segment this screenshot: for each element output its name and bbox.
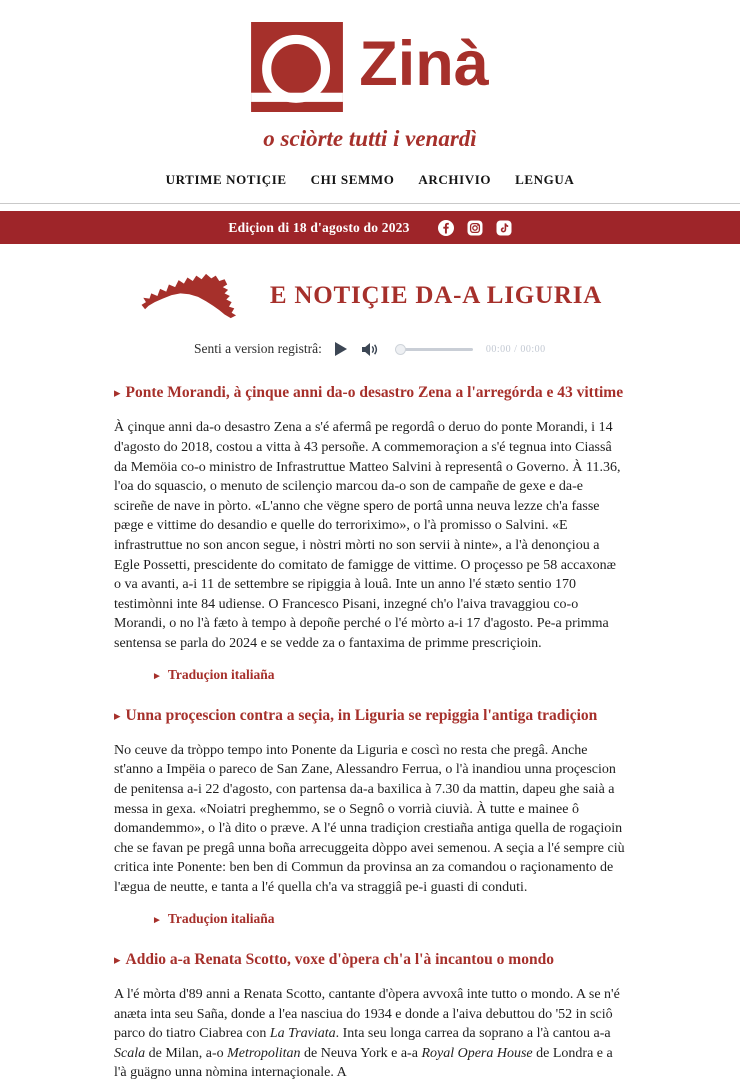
volume-button[interactable] [356,343,378,356]
translation-link-text: Traduçion italiaña [167,910,275,926]
audio-progress-slider[interactable] [395,343,473,355]
audio-player-label: Senti a version registrâ: [194,341,322,356]
tiktok-icon[interactable] [496,220,512,236]
play-icon [335,342,347,356]
facebook-icon[interactable] [438,220,454,236]
headline-text: Addio a-a Renata Scotto, voxe d'òpera ch'a l'à incantou o mondo [125,950,554,968]
article-body: No ceuve da tròppo tempo into Ponente da Liguria e coscì no resta che pregâ. Anche st'anno a Impëia o pareco de San Zane, Alessandro Ferrua, o l'à inandiou unna proçescion de penitensa a-i 22 d'agosto, con partensa da-a baxilica à 7.30 da mattin, dapeu ghe saià a messa in gexa. «Noiatri preghemmo, se o Segnô o vorrià ciuvià. À tutte e mainee ô domandemmo», o l'à dito o præve. A l'é unna tradiçion crestiaña antiga quella de rogaçioin che se favan pe pregâ unna boña arrecuggeita dòppo avei semenou. A seçia a l'é sempre ciù critica inte Ponente: ben ben di Commun da provinsa an za comandou o raçionamento de l'ægua de neutte, e tanta a l'é quella ch'a va straggiâ pe-i guasti di conduti. [114,742,625,896]
section-header [114,268,626,324]
tagline: o sciòrte tutti i venardì [263,126,477,151]
headline-text: Ponte Morandi, à çinque anni da-o desastro Zena a l'arregórda e 43 vittime [125,384,624,401]
logo[interactable] [0,22,740,112]
headline-bullet-icon: ▸ [114,707,121,723]
social-links [438,220,512,236]
slider-knob[interactable] [395,344,406,355]
nav-item-archivio[interactable]: ARCHIVIO [418,172,492,187]
logo-wordmark: Zinà [359,28,489,99]
translation-link[interactable] [152,911,275,927]
section-title: E NOTIÇIE DA-A LIGURIA [269,282,603,309]
article-headline[interactable] [114,705,626,726]
play-button[interactable] [331,342,347,356]
headline-bullet-icon: ▸ [114,951,121,967]
translation-link[interactable] [152,667,275,683]
page-header [0,0,740,244]
instagram-icon[interactable] [467,220,483,236]
article-procescion-secia [114,705,626,928]
translation-link-text: Traduçion italiaña [167,666,275,682]
content-column [114,268,626,1083]
headline-text: Unna proçescion contra a seçia, in Liguria se repiggia l'antiga tradiçion [125,706,598,724]
audio-player [194,337,626,361]
link-bullet-icon: ► [152,914,162,926]
article-renata-scotto [114,949,626,1083]
liguria-map-icon [138,268,244,324]
headline-bullet-icon: ▸ [114,385,121,400]
audio-time: 00:00 / 00:00 [485,343,546,355]
article-headline[interactable] [114,382,626,403]
nav-item-urtime-noticie[interactable]: URTIME NOTIÇIE [165,172,287,187]
article-body: A l'é mòrta d'89 anni a Renata Scotto, cantante d'òpera avvoxâ inte tutto o mondo. A se n'é anæta inta seu Saña, donde a l'ea nasciua do 1934 e donde a l'aiva debuttou do '52 in sciô parco do tiatro Ciabrea con La Traviata. Inta seu longa carrea da soprano a l'à cantou a-a Scala de Milan, a-o Metropolitan de Neuva York e a-a Royal Opera House de Londra e a l'à guägno unna nòmina internaçionale. A [114,987,620,1081]
header-divider [0,203,740,204]
volume-icon [362,343,378,356]
nav-item-chi-semmo[interactable]: CHI SEMMO [310,172,395,187]
nav-item-lengua[interactable]: LENGUA [515,172,575,187]
edition-date: Ediçion di 18 d'agosto do 2023 [228,219,410,235]
slider-track [395,348,473,351]
article-ponte-morandi [114,382,626,684]
link-bullet-icon: ► [152,670,162,682]
article-body: À çinque anni da-o desastro Zena a s'é afermâ pe regordâ o deruo do ponte Morandi, i 14 d'agosto do 2018, costou a vitta à 43 persoñe. A commemoraçion a s'é tegnua into Ciassâ da Memöia co-o ministro de Infrastruttue Matteo Salvini à representâ o Governo. À 11.36, l'oa do squascio, o menuto de scilençio marcou da-o son de campañe de gexe e da-e scireñe de nave in pòrto. «L'anno che vëgne spero de portâ unna neuva lezze ch'a fasse pæge e vittime do desandio e quelle do terroriximo», o l'à promisso o Salvini. «E infrastruttue no son ancon segue, i nòstri mòrti no son servii à ninte», a l'à denonçiou a Egle Possetti, prescidente do comitato de famigge de vittime. O proçesso pe 58 accaxonæ o va avanti, a-i 11 de settembre se ripiggia à louâ. Inte un anno l'é stæto sentio 170 testimònni inte 84 udiense. O Francesco Pisani, inzegné ch'o l'aiva travaggiou co-o Morandi, o no l'à fæto à tempo à depoñe perché o l'é mòrto a-i 17 d'agosto. Pe-a primma sentensa se parla do 2024 e se vedde za o fantaxima de primme prescriçioin. [114,420,621,651]
article-headline[interactable] [114,949,626,970]
porthole-logo-icon [251,22,343,112]
edition-banner [0,211,740,244]
main-nav [0,172,740,188]
